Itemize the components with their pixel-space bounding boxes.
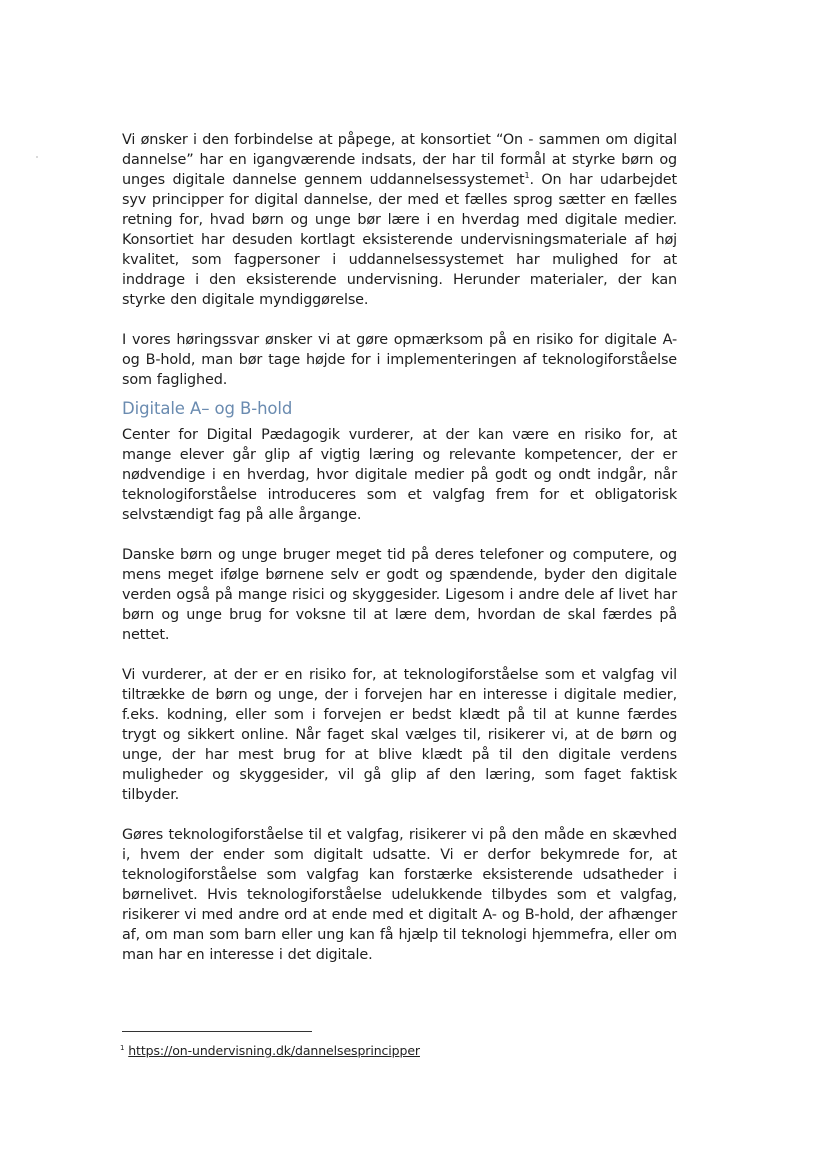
paragraph-danish-children: Danske børn og unge bruger meget tid på deres telefoner og computere, og mens meget ifølge børnene selv er godt og spændende, byder den digitale verden også på mange risici og skyggesider. Ligesom i andre dele af livet har børn og unge brug for voksne til at lære dem, hvordan de skal færdes på nettet. <box>122 547 677 643</box>
paragraph-skewness: Gøres teknologiforståelse til et valgfag, risikerer vi på den måde en skævhed i, hvem der ender som digitalt udsatte. Vi er derfor bekymrede for, at teknologiforståelse som valgfag kan forstærke eksisterende udsatheder i børnelivet. Hvis teknologiforståelse udelukkende tilbydes som et valgfag, risikerer vi med andre ord at ende med et digitalt A- og B-hold, der afhænger af, om man som barn eller ung kan få hjælp til teknologi hjemmefra, eller om man har en interesse i det digitale. <box>122 827 677 963</box>
scan-speck <box>36 156 38 158</box>
document-body <box>122 130 677 985</box>
footnote-reference: 1 <box>524 171 530 181</box>
paragraph-consortium-text: Vi ønsker i den forbindelse at påpege, at konsortiet “On - sammen om digital dannelse” har en igangværende indsats, der har til formål at styrke børn og unges digitale dannelse gennem uddannelsessystemet <box>122 132 677 188</box>
paragraph-elective-risk: Vi vurderer, at der er en risiko for, at teknologiforståelse som et valgfag vil tiltrække de børn og unge, der i forvejen har en interesse i digitale medier, f.eks. kodning, eller som i forvejen er bedst klædt på til at kunne færdes trygt og sikkert online. Når faget skal vælges til, risikerer vi, at de børn og unge, der har mest brug for at blive klædt på til den digitale verdens muligheder og skyggesider, vil gå glip af den læring, som faget faktisk tilbyder. <box>122 667 677 803</box>
paragraph-center-assessment: Center for Digital Pædagogik vurderer, at der kan være en risiko for, at mange elever går glip af vigtig læring og relevante kompetencer, der er nødvendige i en hverdag, hvor digitale medier på godt og ondt indgår, når teknologiforståelse introduceres som et valgfag frem for et obligatorisk selvstændigt fag på alle årgange. <box>122 427 677 523</box>
paragraph-consortium-rest: . On har udarbejdet syv principper for digital dannelse, der med et fælles sprog sætter en fælles retning for, hvad børn og unge bør lære i en hverdag med digitale medier. Konsortiet har desuden kortlagt eksisterende undervisningsmateriale af høj kvalitet, som fagpersoner i uddannelsessystemet har mulighed for at inddrage i den eksisterende undervisning. Herunder materialer, der kan styrke den digitale myndiggørelse. <box>122 172 678 308</box>
paragraph-hearing-response: I vores høringssvar ønsker vi at gøre opmærksom på en risiko for digitale A- og B-hold, man bør tage højde for i implementeringen af teknologiforståelse som faglighed. <box>122 332 677 388</box>
footnote-divider <box>122 1031 312 1032</box>
section-heading: Digitale A– og B-hold <box>122 399 293 418</box>
footnote <box>120 1043 420 1059</box>
footnote-number: 1 <box>120 1043 125 1052</box>
footnote-link[interactable]: https://on-undervisning.dk/dannelsesprincipper <box>128 1043 420 1058</box>
paragraph-consortium <box>122 130 677 310</box>
